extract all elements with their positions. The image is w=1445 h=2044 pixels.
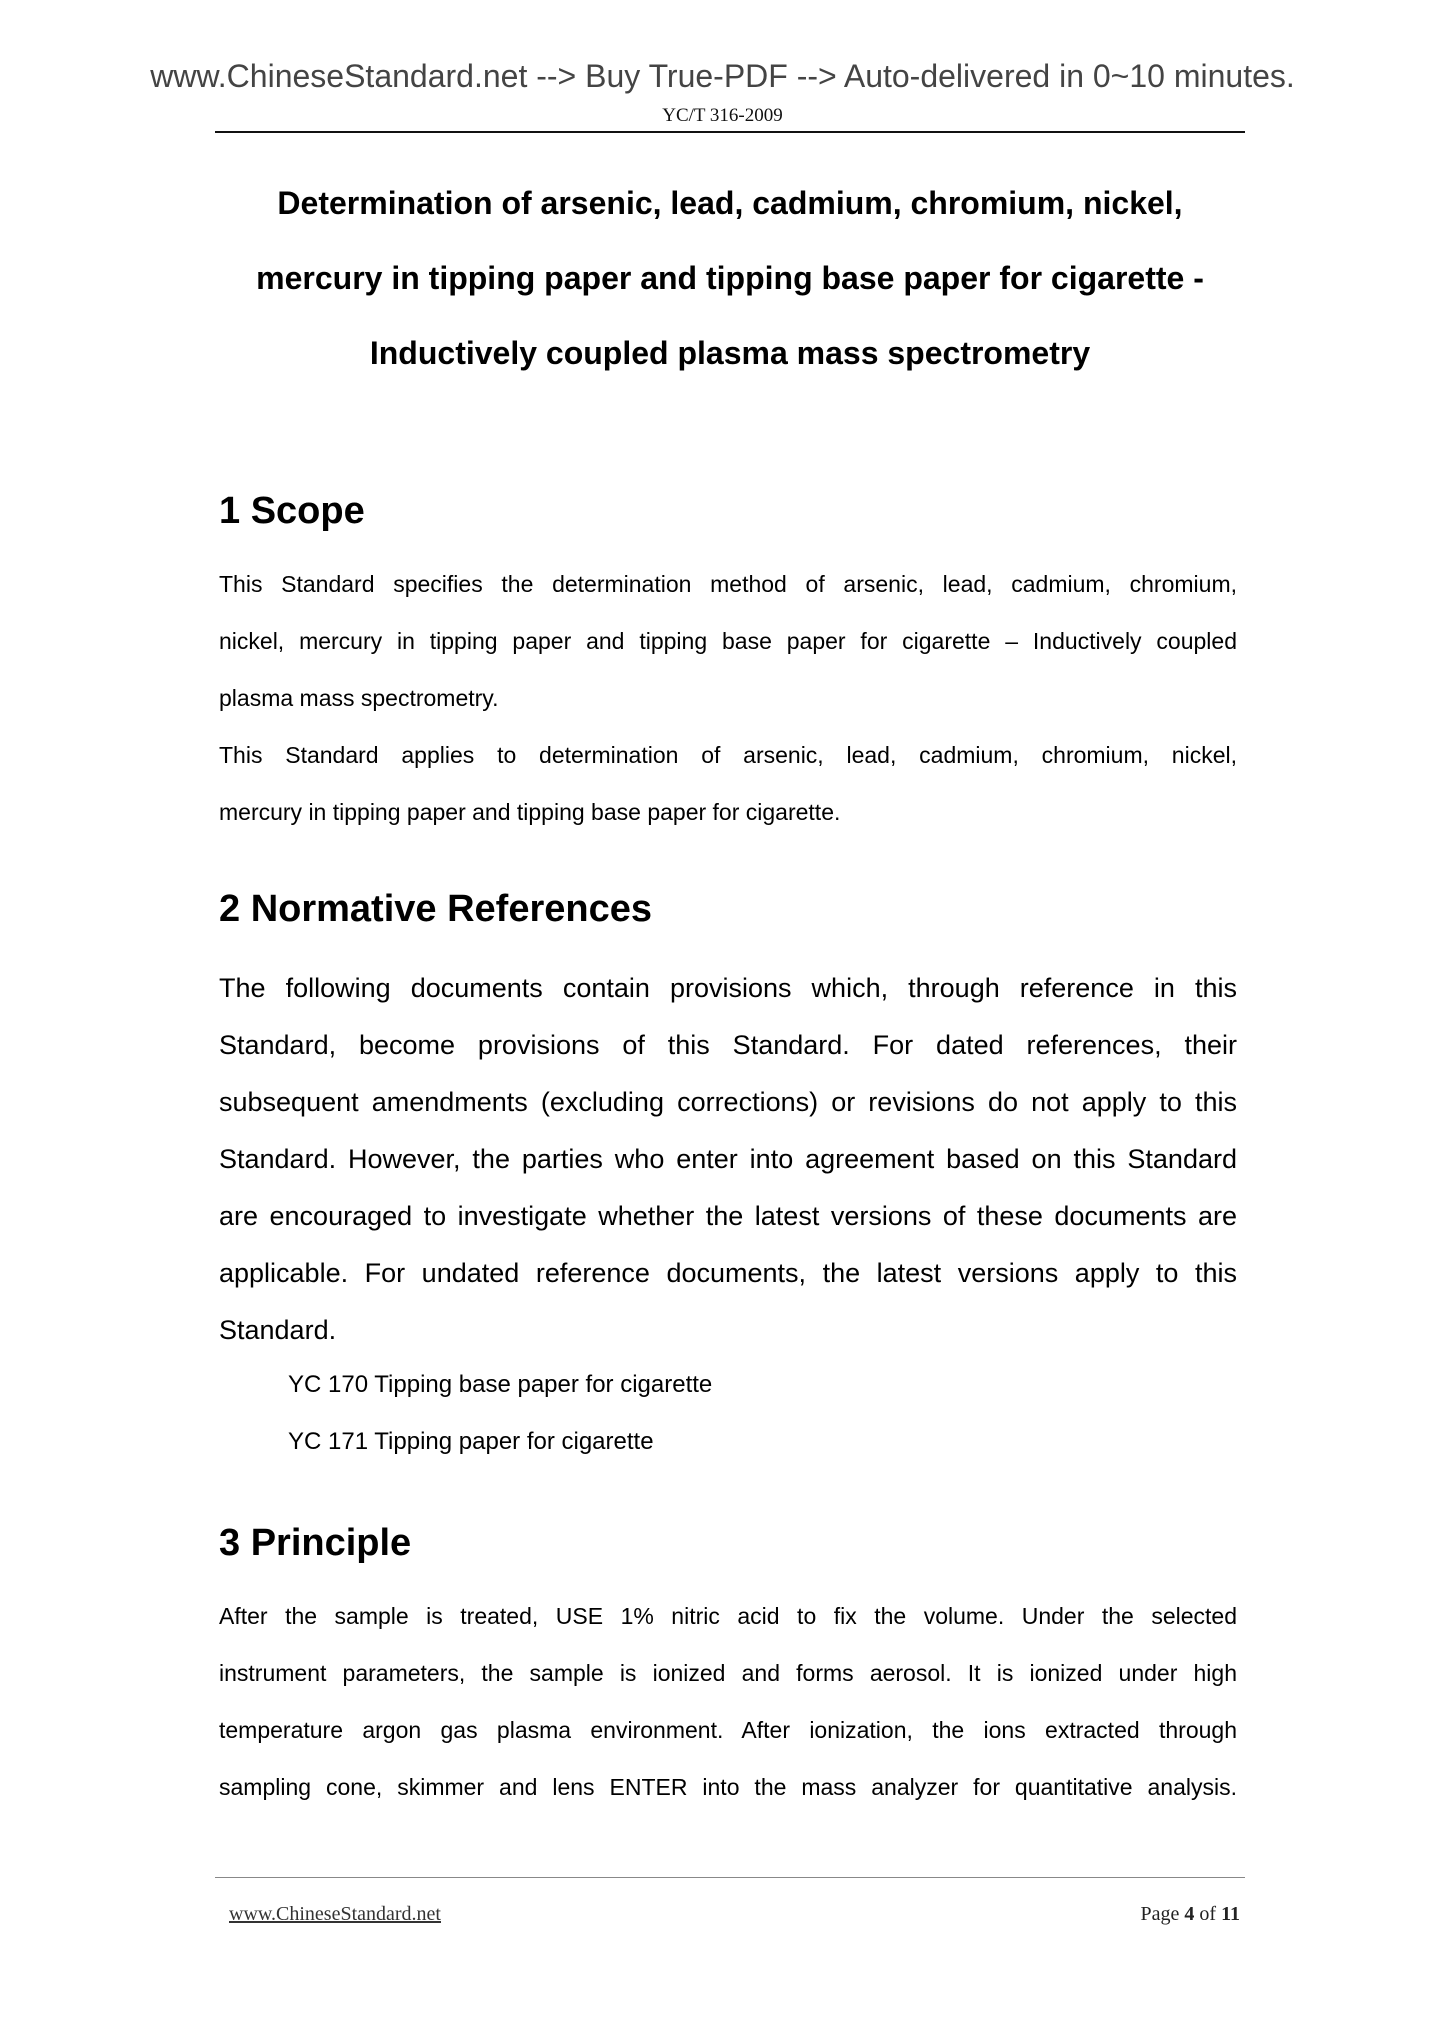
download-banner: www.ChineseStandard.net --> Buy True-PDF --> Auto-delivered in 0~10 minutes. — [150, 58, 1295, 94]
header-rule — [215, 131, 1245, 133]
footer-website-link[interactable]: www.ChineseStandard.net — [229, 1903, 441, 1925]
paragraph-line: This Standard applies to determination of arsenic, lead, cadmium, chromium, nickel, — [219, 742, 1237, 768]
paragraph-line: Standard. — [219, 1315, 337, 1345]
paragraph-line: sampling cone, skimmer and lens ENTER into the mass analyzer for quantitative analysis. — [219, 1774, 1237, 1800]
paragraph-line: nickel, mercury in tipping paper and tipping base paper for cigarette – Inductively coupled — [219, 628, 1237, 654]
title-line: Determination of arsenic, lead, cadmium, chromium, nickel, — [277, 185, 1183, 221]
section-heading: 2 Normative References — [219, 888, 652, 930]
standard-code: YC/T 316-2009 — [662, 105, 783, 126]
page-prefix: Page — [1140, 1903, 1180, 1925]
paragraph-line: This Standard specifies the determination method of arsenic, lead, cadmium, chromium, — [219, 571, 1237, 597]
paragraph-line: Standard, become provisions of this Standard. For dated references, their — [219, 1030, 1237, 1060]
paragraph-line: subsequent amendments (excluding corrections) or revisions do not apply to this — [219, 1087, 1237, 1117]
paragraph-line: applicable. For undated reference documents, the latest versions apply to this — [219, 1258, 1237, 1288]
section-heading: 3 Principle — [219, 1522, 412, 1564]
section-heading: 1 Scope — [219, 490, 365, 532]
reference-item: YC 171 Tipping paper for cigarette — [288, 1428, 654, 1455]
page-number — [1141, 1901, 1240, 1927]
footer-rule — [215, 1877, 1245, 1878]
paragraph-line: After the sample is treated, USE 1% nitric acid to fix the volume. Under the selected — [219, 1603, 1237, 1629]
paragraph-line: instrument parameters, the sample is ionized and forms aerosol. It is ionized under high — [219, 1660, 1237, 1686]
paragraph-line: temperature argon gas plasma environment. After ionization, the ions extracted through — [219, 1717, 1237, 1743]
page-total: 11 — [1221, 1903, 1240, 1925]
paragraph-line: mercury in tipping paper and tipping base paper for cigarette. — [219, 799, 841, 825]
reference-item: YC 170 Tipping base paper for cigarette — [288, 1371, 713, 1398]
title-line: mercury in tipping paper and tipping base paper for cigarette - — [256, 260, 1204, 296]
title-line: Inductively coupled plasma mass spectrometry — [369, 335, 1091, 371]
page-current: 4 — [1184, 1903, 1195, 1925]
page-of: of — [1199, 1903, 1217, 1925]
paragraph-line: Standard. However, the parties who enter into agreement based on this Standard — [219, 1144, 1237, 1174]
paragraph-line: are encouraged to investigate whether the latest versions of these documents are — [219, 1201, 1237, 1231]
paragraph-line: plasma mass spectrometry. — [219, 685, 499, 711]
paragraph-line: The following documents contain provisions which, through reference in this — [219, 973, 1237, 1003]
